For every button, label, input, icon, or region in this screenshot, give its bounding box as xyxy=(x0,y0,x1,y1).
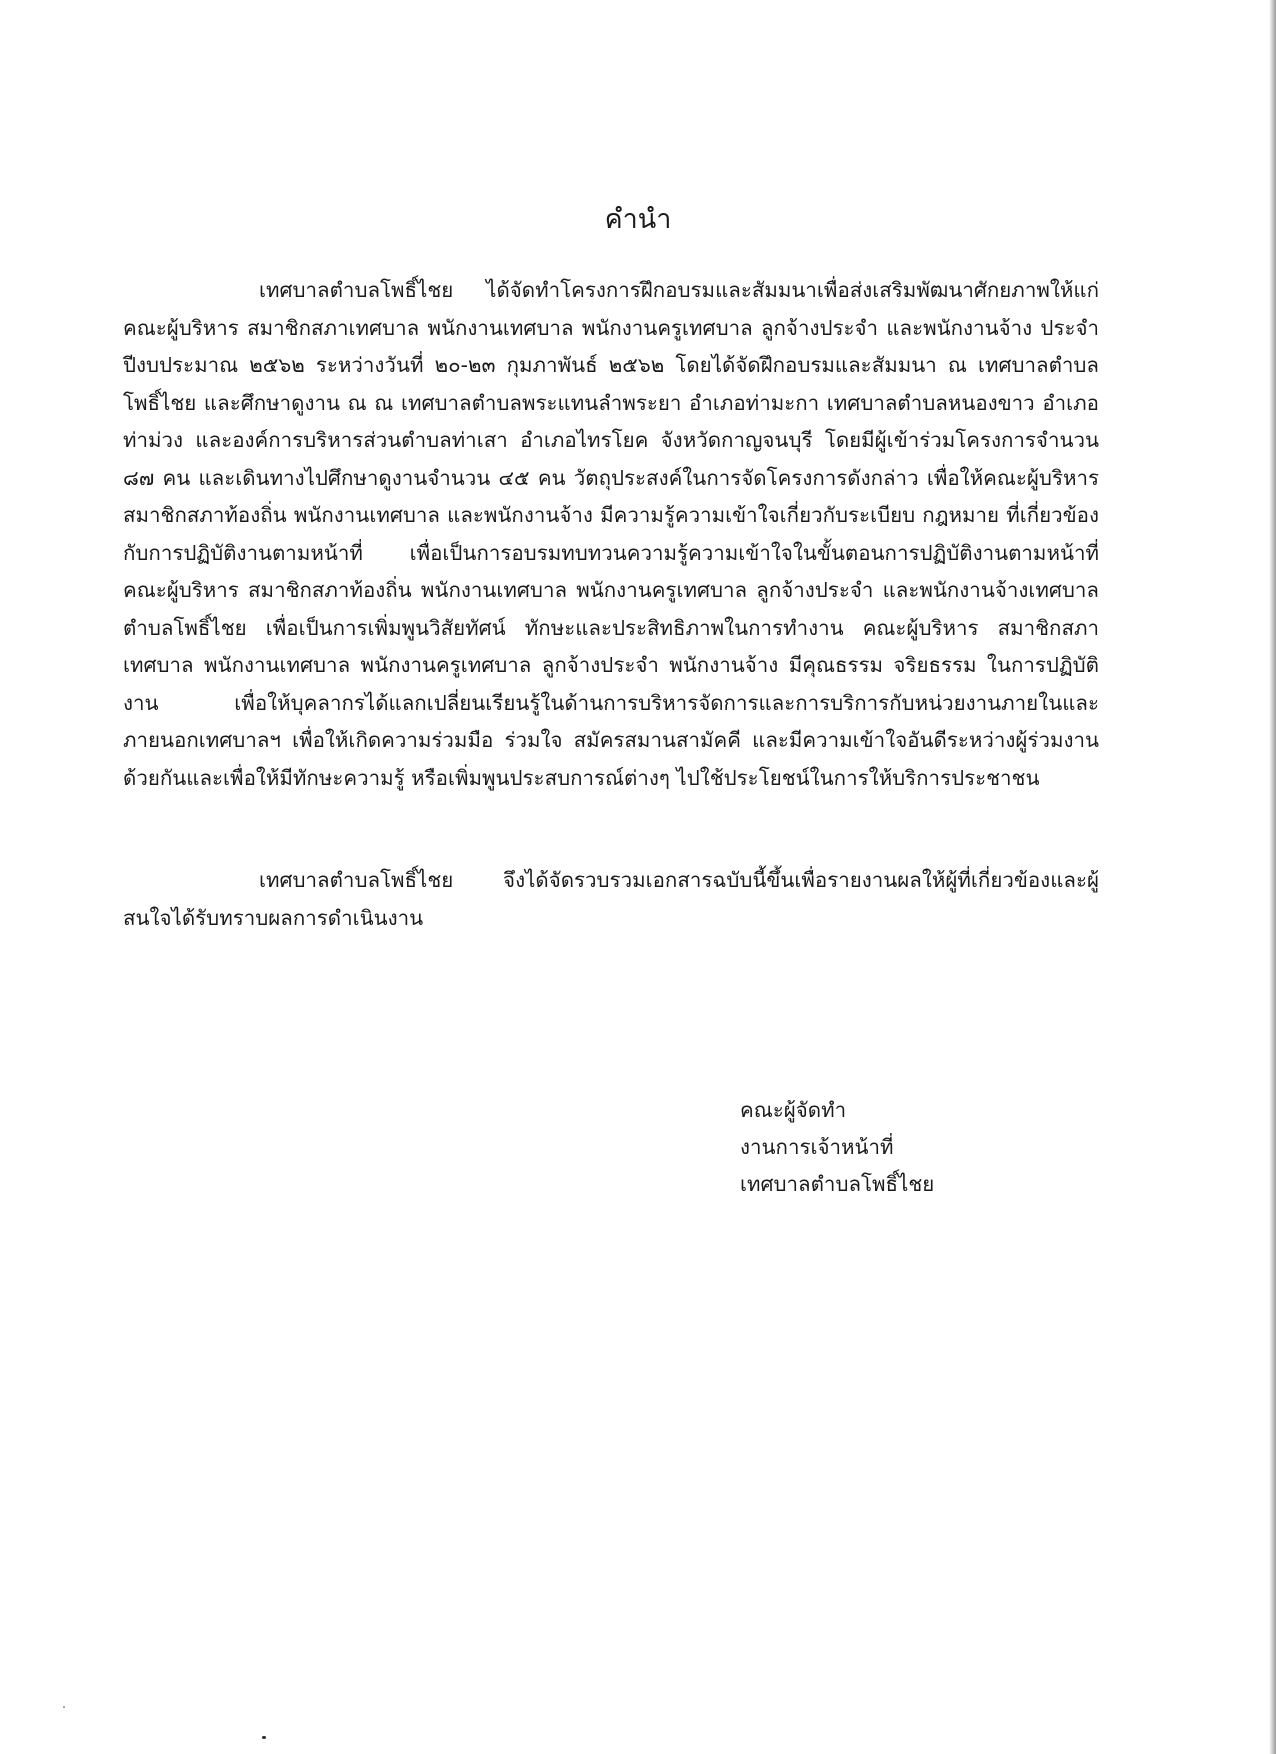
signature-authors: คณะผู้จัดทำ xyxy=(740,1098,847,1122)
signature-organization: เทศบาลตำบลโพธิ์ไชย xyxy=(740,1172,935,1196)
body-paragraph-closing: เทศบาลตำบลโพธิ์ไชย จึงได้จัดรวบรวมเอกสารฉบับนี้ขึ้นเพื่อรายงานผลให้ผู้ที่เกี่ยวข้องและผู้สนใจได้รับทราบผลการดำเนินงาน xyxy=(123,868,1099,930)
signature-department: งานการเจ้าหน้าที่ xyxy=(740,1135,894,1159)
body-paragraph-intro: เทศบาลตำบลโพธิ์ไชย ได้จัดทำโครงการฝึกอบรมและสัมมนาเพื่อส่งเสริมพัฒนาศักยภาพให้แก่ คณะผู้บริหาร สมาชิกสภาเทศบาล พนักงานเทศบาล พนักงานครูเทศบาล ลูกจ้างประจำ และพนักงานจ้าง ประจำปีงบประมาณ ๒๕๖๒ ระหว่างวันที่ ๒๐-๒๓ กุมภาพันธ์ ๒๕๖๒ โดยได้จัดฝึกอบรมและสัมมนา ณ เทศบาลตำบลโพธิ์ไชย และศึกษาดูงาน ณ ณ เทศบาลตำบลพระแทนลำพระยา อำเภอท่ามะกา เทศบาลตำบลหนองขาว อำเภอท่าม่วง และองค์การบริหารส่วนตำบลท่าเสา อำเภอไทรโยค จังหวัดกาญจนบุรี โดยมีผู้เข้าร่วมโครงการจำนวน ๘๗ คน และเดินทางไปศึกษาดูงานจำนวน ๔๕ คน วัตถุประสงค์ในการจัดโครงการดังกล่าว เพื่อให้คณะผู้บริหาร สมาชิกสภาท้องถิ่น พนักงานเทศบาล และพนักงานจ้าง มีความรู้ความเข้าใจเกี่ยวกับระเบียบ กฎหมาย ที่เกี่ยวข้องกับการปฏิบัติงานตามหน้าที่ เพื่อเป็นการอบรมทบทวนความรู้ความเข้าใจในขั้นตอนการปฏิบัติงานตามหน้าที่คณะผู้บริหาร สมาชิกสภาท้องถิ่น พนักงานเทศบาล พนักงานครูเทศบาล ลูกจ้างประจำ และพนักงานจ้างเทศบาลตำบลโพธิ์ไชย เพื่อเป็นการเพิ่มพูนวิสัยทัศน์ ทักษะและประสิทธิภาพในการทำงาน คณะผู้บริหาร สมาชิกสภาเทศบาล พนักงานเทศบาล พนักงานครูเทศบาล ลูกจ้างประจำ พนักงานจ้าง มีคุณธรรม จริยธรรม ในการปฏิบัติงาน เพื่อให้บุคลากรได้แลกเปลี่ยนเรียนรู้ในด้านการบริหารจัดการและการบริการกับหน่วยงานภายในและภายนอกเทศบาลฯ เพื่อให้เกิดความร่วมมือ ร่วมใจ สมัครสมานสามัคคี และมีความเข้าใจอันดีระหว่างผู้ร่วมงานด้วยกันและเพื่อให้มีทักษะความรู้ หรือเพิ่มพูนประสบการณ์ต่างๆ ไปใช้ประโยชน์ในการให้บริการประชาชน xyxy=(123,278,1099,790)
signature-block xyxy=(740,1092,934,1203)
scan-page-edge xyxy=(1269,0,1276,1754)
scan-speck-small xyxy=(63,1706,65,1708)
scan-speck xyxy=(262,1736,266,1739)
page-title: คำนำ xyxy=(604,204,672,235)
